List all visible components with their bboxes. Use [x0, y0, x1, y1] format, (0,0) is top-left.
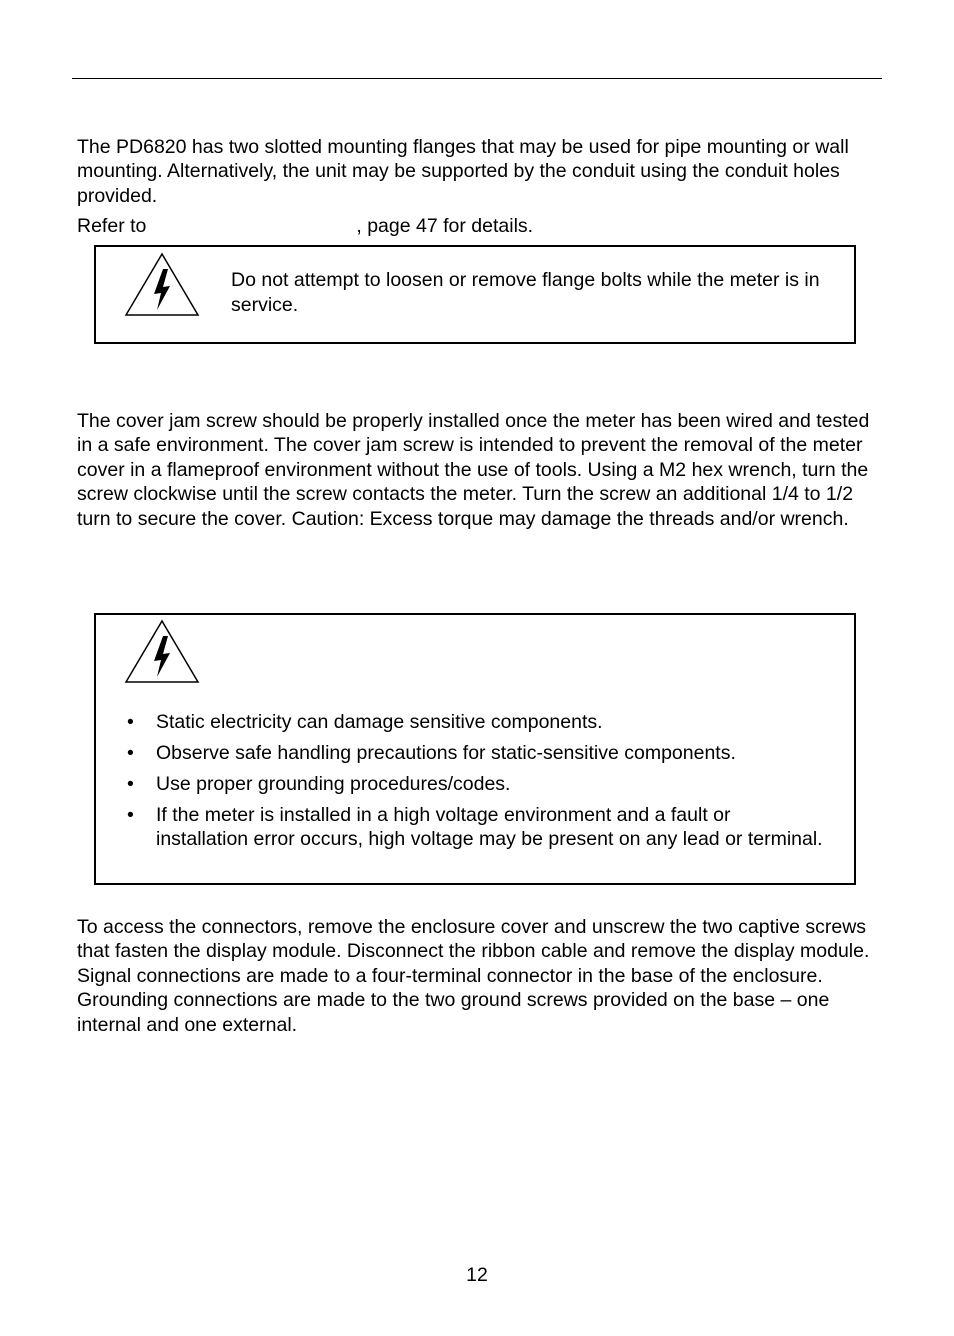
mounting-paragraph: The PD6820 has two slotted mounting flanges that may be used for pipe mounting or wall mounting. Alternatively, the unit may be supported by the conduit using the conduit holes provided. — [77, 136, 849, 207]
header-rule — [72, 78, 882, 79]
high-voltage-warning-icon — [124, 252, 200, 317]
high-voltage-warning-icon — [124, 619, 200, 684]
connectors-paragraph: To access the connectors, remove the enclosure cover and unscrew the two captive screws that fasten the display module. Disconnect the ribbon cable and remove the display module. Signal connections are made to a four-terminal connector in the base of the enclosure. Grounding connections are made to the two ground screws provided on the base – one internal and one external. — [77, 916, 870, 1036]
flange-warning-box — [94, 245, 856, 344]
list-item: • Static electricity can damage sensitive components. — [127, 710, 827, 734]
refer-line — [77, 214, 883, 238]
refer-suffix: , page 47 for details. — [356, 215, 534, 237]
static-warning-list — [127, 710, 827, 858]
list-item: • Observe safe handling precautions for static-sensitive components. — [127, 741, 827, 765]
jam-screw-paragraph: The cover jam screw should be properly installed once the meter has been wired and tested in a safe environment. The cover jam screw is intended to prevent the removal of the meter cover in a flameproof environment without the use of tools. Using a M2 hex wrench, turn the screw clockwise until the screw contacts the meter. Turn the screw an additional 1/4 to 1/2 turn to secure the cover. Caution: Excess torque may damage the threads and/or wrench. — [77, 410, 870, 530]
static-warning-box — [94, 613, 856, 885]
page-number: 12 — [466, 1264, 488, 1286]
flange-warning-text: Do not attempt to loosen or remove flange bolts while the meter is in service. — [231, 269, 820, 316]
refer-prefix: Refer to — [77, 215, 147, 237]
list-item: • If the meter is installed in a high voltage environment and a fault or installation error occurs, high voltage may be present on any lead or terminal. — [127, 803, 827, 852]
list-item: • Use proper grounding procedures/codes. — [127, 772, 827, 796]
